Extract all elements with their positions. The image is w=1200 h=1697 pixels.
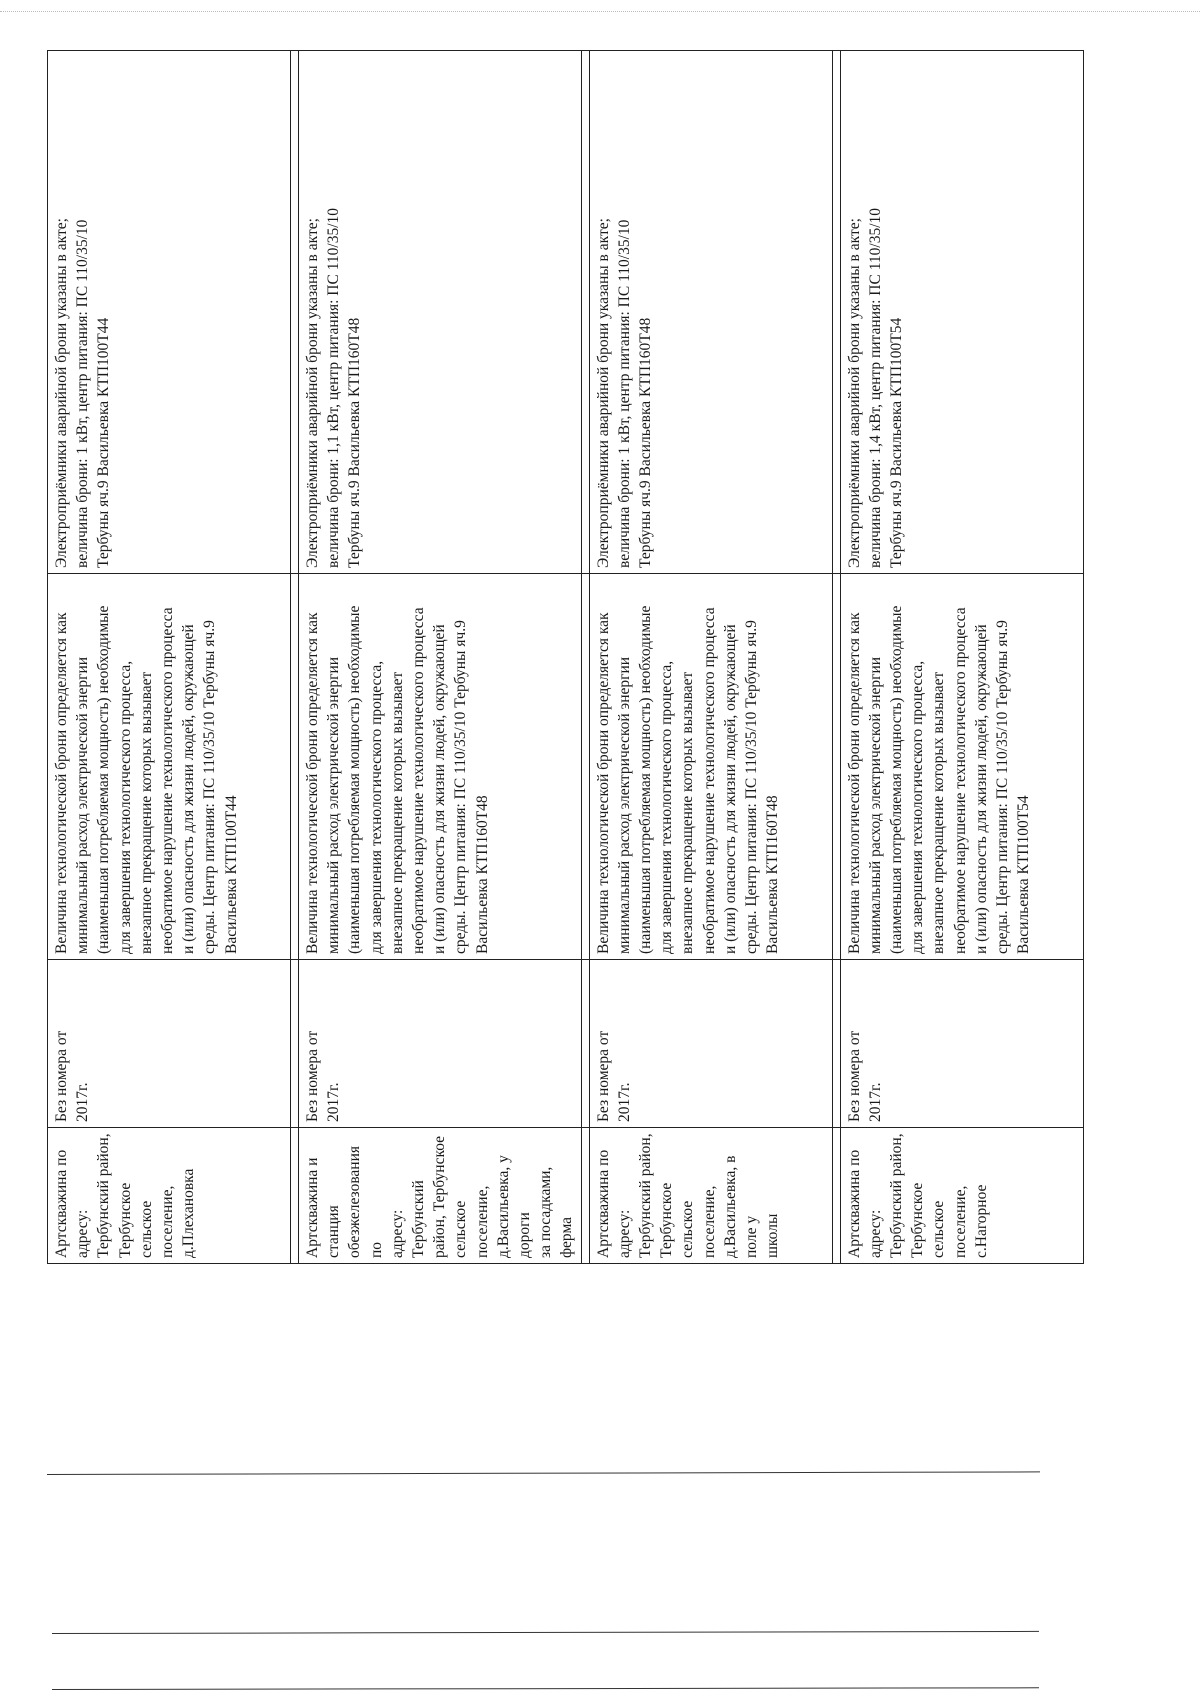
act-cell xyxy=(589,960,832,1128)
object-text: Артскважина по адресу: Тербунский район, Тербунское сельское поселение, с.Нагорное xyxy=(845,1133,990,1258)
act-text: Без номера от 2017г. xyxy=(845,1030,884,1122)
technological-text: Величина технологической брони определяется как минимальный расход электрической энергии (наименьшая потребляемая мощность) необходимые для завершения технологического процесса, внезапное прекращение которых вызывает необратимое нарушение технологического процесса и (или) опасность для жизни людей, окружающей среды. Центр питания: ПС 110/35/10 Тербуны яч.9 Васильевка КТП100Т44 xyxy=(53,605,240,954)
act-cell xyxy=(299,960,582,1128)
separator-line xyxy=(52,1631,1039,1634)
act-text: Без номера от 2017г. xyxy=(304,1030,343,1122)
object-cell xyxy=(589,1128,832,1264)
rotated-table-container xyxy=(47,51,1041,1264)
object-cell xyxy=(299,1128,582,1264)
table-row xyxy=(48,51,291,1264)
technological-cell xyxy=(589,574,832,960)
object-cell xyxy=(840,1128,1083,1264)
object-text: Артскважина и станция обезжелезования по адресу: Тербунский район, Тербунское сельское поселение, д.Васильевка, у дороги за посадками, ферма xyxy=(304,1135,576,1258)
table-row xyxy=(840,51,1083,1264)
technological-cell xyxy=(48,574,291,960)
table-row xyxy=(589,51,832,1264)
separator-line xyxy=(52,1687,1039,1690)
emergency-text: Электроприёмники аварийной брони указаны в акте; величина брони: 1 кВт, центр питания: ПС 110/35/10 Тербуны яч.9 Васильевка КТП160Т48 xyxy=(594,218,655,568)
emergency-cell xyxy=(299,51,582,574)
row-gap xyxy=(581,51,589,1264)
row-gap xyxy=(832,51,840,1264)
act-text: Без номера от 2017г. xyxy=(594,1030,633,1122)
emergency-cell xyxy=(840,51,1083,574)
emergency-text: Электроприёмники аварийной брони указаны в акте; величина брони: 1,4 кВт, центр питания: ПС 110/35/10 Тербуны яч.9 Васильевка КТП100Т54 xyxy=(845,208,906,568)
technological-text: Величина технологической брони определяется как минимальный расход электрической энергии (наименьшая потребляемая мощность) необходимые для завершения технологического процесса, внезапное прекращение которых вызывает необратимое нарушение технологического процесса и (или) опасность для жизни людей, окружающей среды. Центр питания: ПС 110/35/10 Тербуны яч.9 Васильевка КТП100Т54 xyxy=(845,605,1033,954)
object-text: Артскважина по адресу: Тербунский район, Тербунское сельское поселение, д.Васильевка, в поле у школы xyxy=(594,1133,782,1258)
act-text: Без номера от 2017г. xyxy=(53,1030,92,1122)
table-row xyxy=(299,51,582,1264)
emergency-cell xyxy=(589,51,832,574)
emergency-cell xyxy=(48,51,291,574)
reservation-table xyxy=(47,50,1084,1264)
technological-text: Величина технологической брони определяется как минимальный расход электрической энергии (наименьшая потребляемая мощность) необходимые для завершения технологического процесса, внезапное прекращение которых вызывает необратимое нарушение технологического процесса и (или) опасность для жизни людей, окружающей среды. Центр питания: ПС 110/35/10 Тербуны яч.9 Васильевка КТП160Т48 xyxy=(304,605,491,954)
technological-text: Величина технологической брони определяется как минимальный расход электрической энергии (наименьшая потребляемая мощность) необходимые для завершения технологического процесса, внезапное прекращение которых вызывает необратимое нарушение технологического процесса и (или) опасность для жизни людей, окружающей среды. Центр питания: ПС 110/35/10 Тербуны яч.9 Васильевка КТП160Т48 xyxy=(594,605,782,954)
object-text: Артскважина по адресу: Тербунский район, Тербунское сельское поселение, д.Плехановка xyxy=(53,1133,198,1258)
technological-cell xyxy=(299,574,582,960)
page-top-edge xyxy=(0,11,1200,12)
row-gap xyxy=(291,51,299,1264)
separator-line xyxy=(47,1471,1040,1475)
act-cell xyxy=(48,960,291,1128)
emergency-text: Электроприёмники аварийной брони указаны в акте; величина брони: 1,1 кВт, центр питания: ПС 110/35/10 Тербуны яч.9 Васильевка КТП160Т48 xyxy=(304,208,364,568)
emergency-text: Электроприёмники аварийной брони указаны в акте; величина брони: 1 кВт, центр питания: ПС 110/35/10 Тербуны яч.9 Васильевка КТП100Т44 xyxy=(53,218,113,568)
act-cell xyxy=(840,960,1083,1128)
object-cell xyxy=(48,1128,291,1264)
technological-cell xyxy=(840,574,1083,960)
